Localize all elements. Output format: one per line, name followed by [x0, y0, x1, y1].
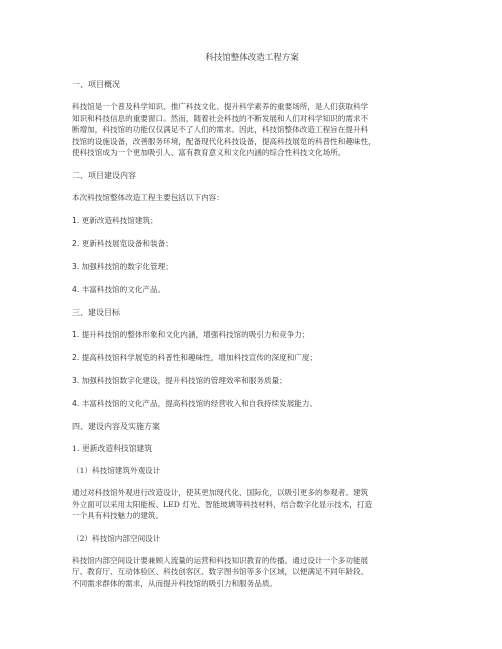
list-item	[72, 375, 432, 386]
list-item	[72, 284, 432, 295]
list-number: 3.	[72, 261, 80, 271]
list-item	[72, 238, 432, 249]
paragraph-line: 外立面可以采用太阳能板、LED 灯光、智能玻璃等科技材料，结合数字化显示技术，打造	[72, 499, 373, 509]
subsection-heading	[72, 443, 432, 454]
paragraph-line: 通过对科技馆外观进行改造设计，使其更加现代化、国际化，以吸引更多的参观者。建筑	[72, 487, 369, 497]
list-text: 丰富科技馆的文化产品。	[81, 284, 166, 294]
section-heading-content: 二、项目建设内容	[72, 170, 136, 180]
list-text: 丰富科技馆的文化产品，提高科技馆的经营收入和自我持续发展能力。	[81, 398, 318, 408]
list-text: 提高科技馆科学展览的科普性和趣味性，增加科技宣传的深度和广度；	[81, 352, 318, 362]
subsubsection-label: （1）科技馆建筑外观设计	[72, 465, 161, 475]
paragraph-line: 科技馆内部空间设计要兼顾人流量的运营和科技知识教育的传播。通过设计一个多功能展	[72, 555, 369, 565]
list-number: 2.	[72, 352, 80, 362]
section-heading-overview: 一、项目概况	[72, 80, 120, 89]
list-text: 加强科技馆的数字化管理；	[81, 261, 173, 271]
list-item	[72, 352, 432, 363]
subsubsection-label: （2）科技馆内部空间设计	[72, 533, 161, 543]
list-number: 1.	[72, 215, 80, 225]
paragraph-line: 使科技馆成为一个更加吸引人、富有教育意义和文化内涵的综合性科技文化场所。	[72, 148, 346, 158]
list-number: 1.	[72, 443, 80, 453]
paragraph-line: 一个具有科技魅力的建筑。	[72, 511, 164, 521]
list-text: 提升科技馆的整体形象和文化内涵，增强科技馆的吸引力和竞争力；	[81, 329, 310, 339]
list-number: 1.	[72, 329, 80, 339]
paragraph-line: 知识和科技信息的重要窗口。然而，随着社会科技的不断发展和人们对科学知识的需求不	[72, 113, 369, 123]
list-item	[72, 329, 432, 340]
section-heading-goals: 三、建设目标	[72, 307, 120, 317]
paragraph-line: 科技馆是一个普及科学知识、推广科技文化、提升科学素养的重要场所，是人们获取科学	[72, 102, 369, 111]
content-intro: 本次科技馆整体改造工程主要包括以下内容：	[72, 192, 224, 202]
exterior-design-paragraph	[72, 487, 432, 522]
list-number: 2.	[72, 238, 80, 248]
list-number: 3.	[72, 375, 80, 385]
paragraph-line: 不同需求群体的需求，从而提升科技馆的吸引力和服务品质。	[72, 578, 278, 588]
subsection-text: 更新改造科技馆建筑	[81, 443, 153, 453]
paragraph-line: 断增加，科技馆的功能仅仅满足不了人们的需求。因此，科技馆整体改造工程旨在提升科	[72, 125, 369, 135]
paragraph-line: 技馆的设施设备，改善服务环境，配备现代化科技设备，提高科技展览的科普性和趣味性，	[72, 136, 376, 146]
paragraph-line: 厅、教育厅、互动体验区、科技创客区、数字图书馆等多个区域，以便满足不同年龄段、	[72, 567, 369, 577]
overview-paragraph	[72, 101, 432, 159]
interior-design-paragraph	[72, 555, 432, 590]
list-item	[72, 215, 432, 226]
list-number: 4.	[72, 398, 80, 408]
list-text: 更新改造科技馆建筑；	[81, 215, 158, 225]
section-heading-implementation: 四、建设内容及实施方案	[72, 421, 160, 431]
list-number: 4.	[72, 284, 80, 294]
document-title: 科技馆整体改造工程方案	[205, 53, 299, 63]
list-item	[72, 261, 432, 272]
list-text: 更新科技展览设备和装备；	[81, 238, 173, 248]
list-item	[72, 398, 432, 409]
list-text: 加强科技馆数字化建设，提升科技馆的管理效率和服务质量；	[81, 375, 287, 385]
